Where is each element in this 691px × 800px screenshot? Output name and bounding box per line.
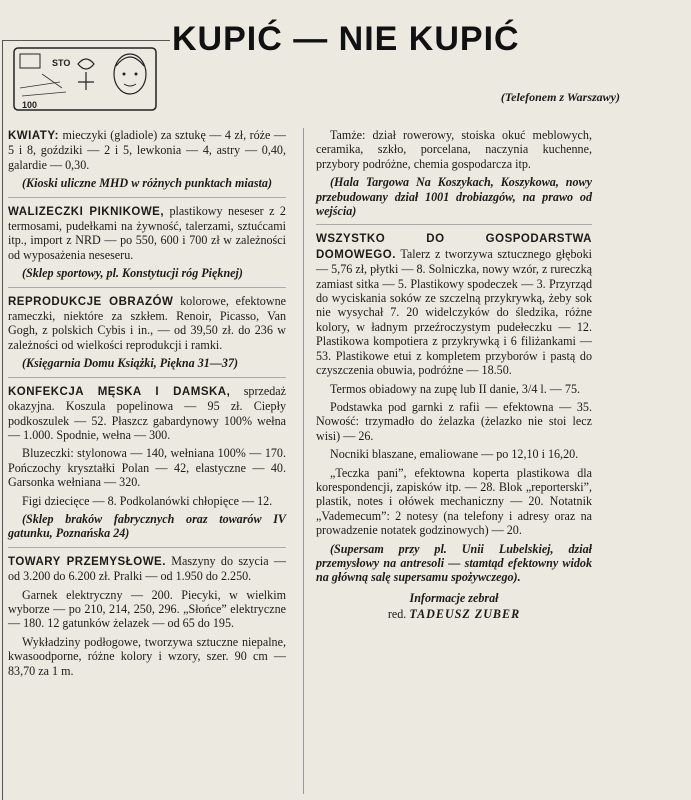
paragraph-text: Nocniki blaszane, emaliowane — po 12,10 i 16,20. [330, 447, 579, 462]
paragraph-text: sprzedaż okazyjna. Koszula popelinowa — 95 zł. Ciepły podkoszulek — 52. Płaszcz gabardynowy 100% wełna — 1.000. Spodnie, wełna — 300. [8, 383, 286, 442]
section-keyword: KONFEKCJA MĘSKA I DAMSKA, [8, 385, 231, 398]
paragraph [316, 447, 592, 461]
section-separator [316, 224, 592, 225]
shop-location: (Sklep sportowy, pl. Konstytucji róg Pięknej) [22, 266, 243, 281]
stamp-label: STO [52, 58, 71, 68]
paragraph [316, 400, 592, 443]
shop-location: (Supersam przy pl. Unii Lubelskiej, dział przemysłowy na antresoli — stamtąd efektowny widok na główną salę supersamu spożywczego). [316, 541, 592, 585]
paragraph-text: kolorowe, efektowne rameczki, niektóre za szkłem. Renoir, Picasso, Van Gogh, z polskich Cybis i in., — od 39,50 zł. do 236 w zależności od wielkości reprodukcji i ramki. [8, 293, 286, 352]
shop-location: (Hala Targowa Na Koszykach, Koszykowa, nowy przebudowany dział 1001 drobiazgów, na prawo od wejścia) [316, 175, 592, 219]
section-lead-paragraph [8, 384, 286, 443]
right-column [316, 128, 592, 622]
section-separator [8, 377, 286, 378]
section-keyword: TOWARY PRZEMYSŁOWE. [8, 555, 166, 568]
top-rule [2, 40, 170, 41]
paragraph-text: plastikowy neseser z 2 termosami, pudełkami na żywność, talerzami, sztućcami itp., import z NRD — po 550, 600 i 700 zł w zależności od wyposażenia neseseru. [8, 203, 286, 262]
paragraph-text: Garnek elektryczny — 200. Piecyki, w wielkim wyborze — po 210, 214, 250, 296. „Słońce” elektryczne — 180. 12 gatunków żelazek — od 65 do 195. [8, 587, 286, 631]
shop-location: (Księgarnia Domu Książki, Piękna 31—37) [22, 356, 239, 371]
section-lead-paragraph [316, 231, 592, 377]
signature-intro: Informacje zebrał [409, 590, 499, 605]
paragraph [8, 635, 286, 678]
paragraph-text: „Teczka pani”, efektowna koperta plastikowa dla korespondencji, zapisków itp. — 28. Blok „reporterski”, plastik, notes i ołówek mechaniczny — 20. Notatnik „Vademecum”: 2 notesy (na telefony i adresy oraz na prowadzenie notatek godzinowych) — 20. [316, 465, 592, 538]
paragraph-text: Tamże: dział rowerowy, stoiska okuć meblowych, ceramika, szkło, porcelana, naczynia kuchenne, przybory podróżne, chemia gospodarcza itp. [316, 128, 592, 171]
paragraph-text: Podstawka pod garnki z rafii — efektowna — 35. Nowość: trzymadło do żelazka (żelazko nie stoi lecz wisi) — 26. [316, 399, 592, 443]
logo-illustration [12, 44, 160, 114]
author-name: TADEUSZ ZUBER [409, 607, 521, 622]
paragraph [316, 382, 592, 396]
paragraph [8, 588, 286, 631]
column-divider [303, 128, 304, 794]
section-separator [8, 287, 286, 288]
section-separator [8, 547, 286, 548]
shop-location: (Sklep braków fabrycznych oraz towarów IV gatunku, Poznańska 24) [8, 511, 286, 541]
paragraph [8, 446, 286, 489]
author-prefix: red. [387, 607, 410, 622]
paragraph-text: Wykładziny podłogowe, tworzywa sztuczne niepalne, kwasoodporne, różne kolory i wzory, szer. 90 cm — 83,70 za 1 m. [8, 634, 286, 678]
paragraph [316, 128, 592, 171]
section-separator [8, 197, 286, 198]
section-keyword: WSZYSTKO DO GOSPODARSTWA DOMOWEGO. [316, 233, 592, 261]
dateline: (Telefonem z Warszawy) [500, 90, 620, 104]
section-lead-paragraph [8, 204, 286, 263]
paragraph-text: mieczyki (gladiole) za sztukę — 4 zł, róże — 5 i 8, goździki — 2 i 5, lewkonia — 4, astry — 0,40, galardie — 0,30. [8, 128, 286, 172]
section-keyword: REPRODUKCJE OBRAZÓW [8, 295, 174, 308]
price-label: 100 [22, 100, 38, 110]
paragraph-text: Bluzeczki: stylonowa — 140, wełniana 100% — 170. Pończochy kryształki Polan — 42, elastyczne — 40. Garsonka wełniana — 320. [8, 446, 286, 490]
section-lead-paragraph [8, 128, 286, 172]
paragraph-text: Maszyny do szycia — od 3.200 do 6.200 zł. Pralki — od 1.950 do 2.250. [8, 553, 286, 584]
left-rule [2, 40, 3, 800]
column-logo [12, 44, 160, 114]
paragraph-text: Termos obiadowy na zupę lub II danie, 3/4 l. — 75. [330, 381, 581, 396]
paragraph [316, 466, 592, 538]
section-keyword: WALIZECZKI PIKNIKOWE, [8, 205, 165, 218]
shop-location: (Kioski uliczne MHD w różnych punktach miasta) [22, 176, 272, 191]
paragraph [8, 494, 286, 508]
section-keyword: KWIATY: [8, 130, 59, 142]
signature-author [316, 607, 592, 621]
headline: KUPIĆ — NIE KUPIĆ [172, 20, 520, 58]
section-lead-paragraph [8, 554, 286, 584]
paragraph-text: Talerz z tworzywa sztucznego głęboki — 5,76 zł, płytki — 8. Solniczka, nowy wzór, z rureczką zamiast sitka — 5. Plastikowy spodeczek — 3. Przyrząd do wyciskania soków ze szczelną przykrywką, żeby sok nie wysychał 7. 20 widelczyków do śledzika, różne kolory, w ładnym przeźroczystym pudełeczku — 12. Plastikowa kompotiera z przykrywką i 6 filiżankami — 53. Plastikowe etui z kompletem przyborów i pastą do czyszczenia obuwia, podróżne — 18.50. [316, 246, 592, 378]
left-column [8, 128, 286, 682]
section-lead-paragraph [8, 294, 286, 353]
paragraph-text: Figi dziecięce — 8. Podkolanówki chłopięce — 12. [22, 493, 273, 508]
